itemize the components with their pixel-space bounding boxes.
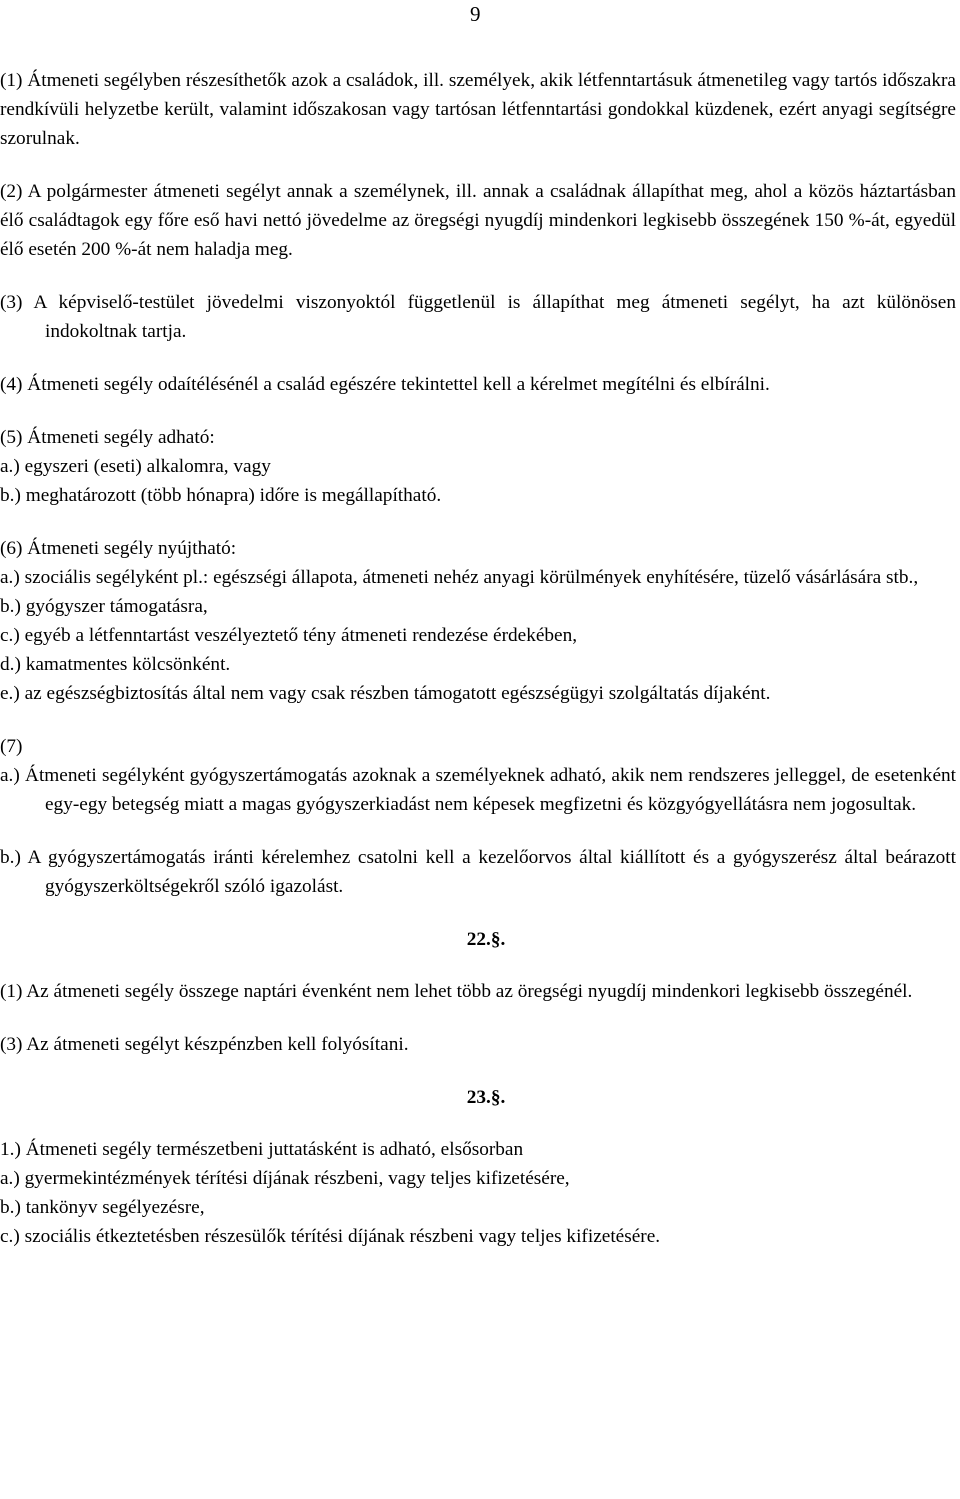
list-item: b.) A gyógyszertámogatás iránti kérelemhez csatolni kell a kezelőorvos által kiállított és a gyógyszerész által beárazott gyógyszerköltségekről szóló igazolást. [0,847,956,897]
list-item: a.) Átmeneti segélyként gyógyszertámogatás azoknak a személyeknek adható, akik nem rendszeres jelleggel, de esetenként egy-egy betegség miatt a magas gyógyszerkiadást nem képesek megfizetni és közgyógyellátásra nem jogosultak. [0,765,956,815]
section-22-paragraph-1: (1) Az átmeneti segély összege naptári évenként nem lehet több az öregségi nyugdíj mindenkori legkisebb összegénél. [0,981,913,1002]
list-item: a.) egyszeri (eseti) alkalomra, vagy [0,456,271,477]
section-23-list [0,1135,956,1251]
paragraph-6-title: (6) Átmeneti segély nyújtható: [0,538,237,559]
paragraph-3: (3) A képviselő-testület jövedelmi viszonyoktól függetlenül is állapíthat meg átmeneti segélyt, ha azt különösen indokoltnak tartja. [0,292,956,342]
paragraph-4: (4) Átmeneti segély odaítélésénél a család egészére tekintettel kell a kérelmet megítélni és elbírálni. [0,374,770,395]
section-23-intro: 1.) Átmeneti segély természetbeni juttatásként is adható, elsősorban [0,1139,524,1160]
page-number: 9 [470,2,481,26]
paragraph-5 [0,423,956,510]
list-item: a.) szociális segélyként pl.: egészségi állapota, átmeneti nehéz anyagi körülmények enyhítésére, tüzelő vásárlására stb., [0,567,919,588]
paragraph-7 [0,732,956,901]
list-item: b.) tankönyv segélyezésre, [0,1197,205,1218]
list-item: a.) gyermekintézmények térítési díjának részbeni, vagy teljes kifizetésére, [0,1168,570,1189]
paragraph-1: (1) Átmeneti segélyben részesíthetők azok a családok, ill. személyek, akik létfenntartásuk átmenetileg vagy tartós időszakra rendkívüli helyzetbe került, valamint időszakosan vagy tartósan létfenntartási gondokkal küzdenek, ezért anyagi segítségre szorulnak. [0,70,956,149]
paragraph-2: (2) A polgármester átmeneti segélyt annak a személynek, ill. annak a családnak állapíthat meg, ahol a közös háztartásban élő családtagok egy főre eső havi nettó jövedelme az öregségi nyugdíj mindenkori legkisebb összegének 150 %-át, egyedül élő esetén 200 %-át nem haladja meg. [0,181,956,260]
list-item: c.) egyéb a létfenntartást veszélyeztető tény átmeneti rendezése érdekében, [0,625,578,646]
section-heading-22: 22.§. [466,929,506,950]
paragraph-7-title: (7) [0,736,23,757]
document-body [0,66,956,1251]
paragraph-5-title: (5) Átmeneti segély adható: [0,427,215,448]
list-item: c.) szociális étkeztetésben részesülők térítési díjának részbeni vagy teljes kifizetésére. [0,1226,661,1247]
list-item: e.) az egészségbiztosítás által nem vagy csak részben támogatott egészségügyi szolgáltatás díjaként. [0,683,771,704]
paragraph-6 [0,534,956,708]
list-item: d.) kamatmentes kölcsönként. [0,654,231,675]
section-22-paragraph-3: (3) Az átmeneti segélyt készpénzben kell folyósítani. [0,1034,409,1055]
section-heading-23: 23.§. [466,1087,506,1108]
list-item: b.) gyógyszer támogatásra, [0,596,208,617]
list-item: b.) meghatározott (több hónapra) időre is megállapítható. [0,485,442,506]
